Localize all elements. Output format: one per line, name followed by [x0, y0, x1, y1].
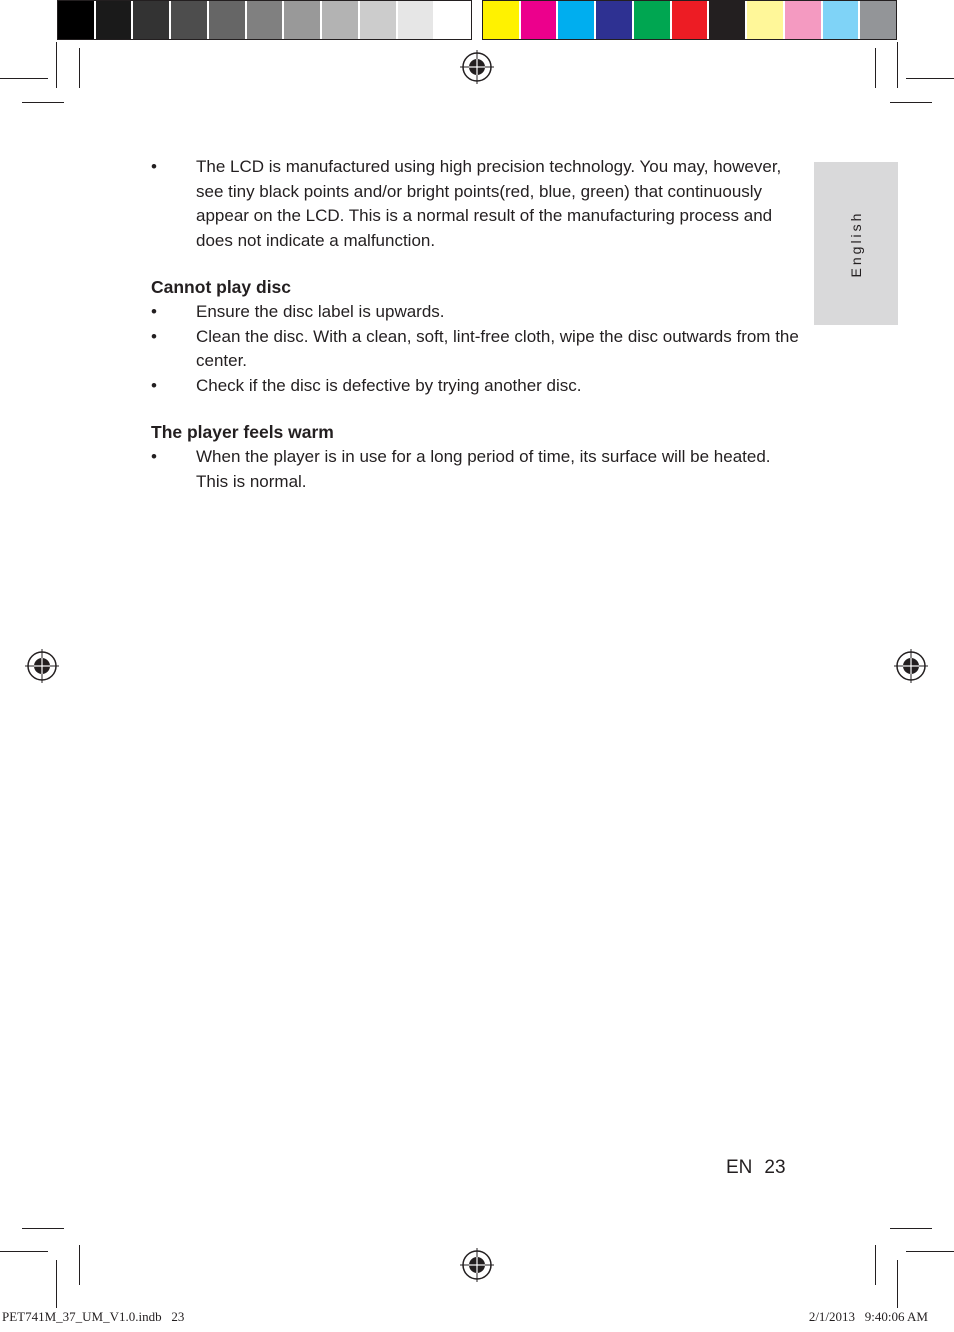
list-item-text: Ensure the disc label is upwards.	[196, 302, 445, 321]
list-item-text: When the player is in use for a long period of time, its surface will be heated. This is normal.	[196, 447, 771, 491]
language-tab-label: English	[848, 210, 864, 277]
color-swatch	[823, 1, 861, 39]
page-content	[151, 155, 806, 494]
list-item	[151, 155, 806, 253]
crop-mark	[79, 48, 80, 88]
color-swatch	[171, 1, 209, 39]
list-item	[151, 374, 806, 399]
crop-mark	[875, 1245, 876, 1285]
color-swatch	[247, 1, 285, 39]
list-item	[151, 300, 806, 325]
crop-mark	[0, 78, 48, 79]
bullet-icon: •	[151, 326, 157, 346]
language-tab	[814, 162, 898, 325]
color-swatch	[709, 1, 747, 39]
color-swatch	[322, 1, 360, 39]
color-swatch	[634, 1, 672, 39]
section-heading: Cannot play disc	[151, 277, 292, 297]
crop-mark	[906, 1251, 954, 1252]
crop-mark	[897, 42, 898, 88]
color-swatch	[360, 1, 398, 39]
crop-mark	[79, 1245, 80, 1285]
slug-timestamp: 2/1/2013 9:40:06 AM	[808, 1309, 928, 1324]
color-swatch-bar	[482, 0, 897, 40]
page-footer	[726, 1157, 786, 1179]
crop-mark	[906, 78, 954, 79]
registration-mark-icon	[460, 1248, 494, 1282]
color-swatch	[96, 1, 134, 39]
registration-mark-icon	[25, 649, 59, 683]
color-swatch	[209, 1, 247, 39]
color-swatch	[483, 1, 521, 39]
color-swatch	[747, 1, 785, 39]
list-item	[151, 325, 806, 374]
registration-mark-icon	[460, 50, 494, 84]
bullet-icon: •	[151, 447, 157, 466]
slug-file-info: PET741M_37_UM_V1.0.indb 23	[2, 1309, 185, 1324]
color-swatch	[398, 1, 436, 39]
bullet-icon: •	[151, 375, 157, 395]
footer-language-code: EN	[726, 1157, 753, 1178]
list-item-text: The LCD is manufactured using high precision technology. You may, however, see tiny black points and/or bright points(red, blue, green) that continuously appear on the LCD. This is a normal result of the manufacturing process and does not indicate a malfunction.	[196, 157, 782, 250]
color-swatch	[521, 1, 559, 39]
section-heading: The player feels warm	[151, 422, 334, 442]
crop-mark	[875, 48, 876, 88]
crop-mark	[890, 102, 932, 103]
crop-mark	[56, 1260, 57, 1308]
color-swatch	[860, 1, 896, 39]
crop-mark	[22, 102, 64, 103]
color-swatch	[596, 1, 634, 39]
page-number: 23	[764, 1157, 786, 1178]
list-item-text: Check if the disc is defective by trying another disc.	[196, 375, 582, 395]
crop-mark	[0, 1251, 48, 1252]
color-swatch	[133, 1, 171, 39]
registration-mark-icon	[894, 649, 928, 683]
color-swatch	[672, 1, 710, 39]
color-swatch	[284, 1, 322, 39]
list-item	[151, 445, 806, 494]
bullet-icon: •	[151, 157, 157, 176]
crop-mark	[897, 1260, 898, 1308]
color-swatch	[58, 1, 96, 39]
grayscale-swatch-bar	[57, 0, 472, 40]
crop-mark	[890, 1228, 932, 1229]
color-swatch	[558, 1, 596, 39]
crop-mark	[22, 1228, 64, 1229]
crop-mark	[56, 42, 57, 88]
list-item-text: Clean the disc. With a clean, soft, lint-free cloth, wipe the disc outwards from the center.	[196, 326, 799, 370]
bullet-icon: •	[151, 302, 157, 321]
color-swatch	[435, 1, 471, 39]
color-swatch	[785, 1, 823, 39]
